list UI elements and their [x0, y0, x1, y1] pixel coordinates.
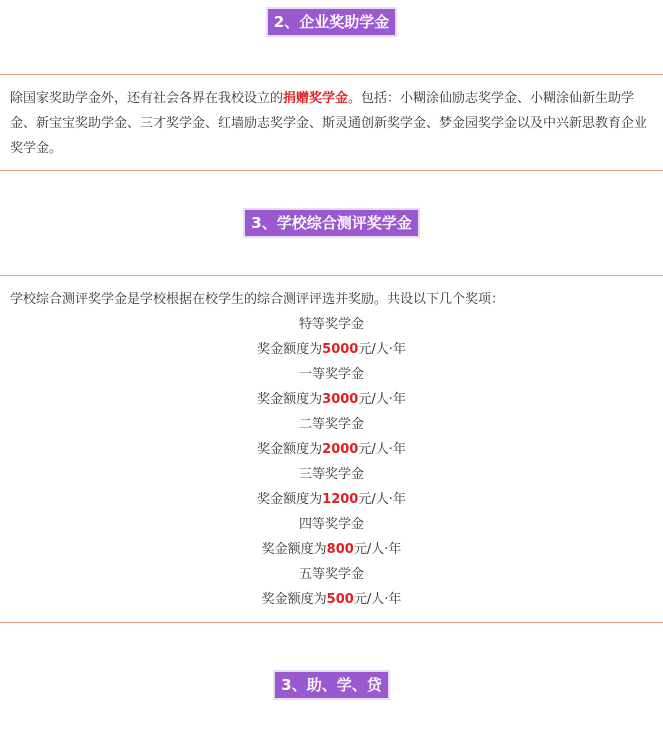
award-amount: 800	[326, 542, 354, 557]
section-heading-wrap	[0, 210, 663, 236]
award-name: 一等奖学金	[298, 367, 364, 382]
award-amount-line	[0, 537, 663, 562]
intro-text: 学校综合测评奖学金是学校根据在校学生的综合测评评选并奖励。共设以下几个奖项：	[10, 292, 505, 307]
award-amount-line	[0, 337, 663, 362]
amount-prefix: 奖金额度为	[257, 442, 323, 457]
amount-suffix: 元/人·年	[358, 392, 406, 407]
section-heading: 3、学校综合测评奖学金	[245, 210, 417, 236]
award-name: 三等奖学金	[298, 467, 364, 482]
amount-prefix: 奖金额度为	[257, 392, 323, 407]
section-heading-wrap	[0, 672, 663, 698]
enterprise-scholarship-paragraph	[10, 86, 658, 161]
award-amount: 1200	[322, 492, 359, 507]
donation-scholarship-highlight: 捐赠奖学金	[283, 91, 349, 106]
award-name: 五等奖学金	[298, 567, 364, 582]
paragraph-text: 。包括：小糊涂仙励志奖学金、小糊涂仙新生助学金、新宝宝奖助学金、三才奖学金、红墙励志奖学金、斯灵通创新奖学金、梦金园奖学金以及中兴新思教育企业奖学金。	[10, 91, 648, 156]
award-name: 二等奖学金	[298, 417, 364, 432]
section-heading: 2、企业奖助学金	[268, 9, 395, 35]
award-amount-line	[0, 487, 663, 512]
section-heading-wrap	[0, 9, 663, 35]
amount-prefix: 奖金额度为	[257, 492, 323, 507]
award-amount: 5000	[322, 342, 359, 357]
paragraph-text: 除国家奖助学金外，还有社会各界在我校设立的	[10, 91, 284, 106]
evaluation-scholarship-intro	[10, 287, 658, 312]
award-name: 四等奖学金	[298, 517, 364, 532]
section-heading: 3、助、学、贷	[275, 672, 387, 698]
divider	[0, 74, 663, 75]
amount-prefix: 奖金额度为	[261, 592, 327, 607]
award-amount: 2000	[322, 442, 359, 457]
amount-prefix: 奖金额度为	[261, 542, 327, 557]
amount-suffix: 元/人·年	[353, 592, 402, 607]
award-amount-line	[0, 387, 663, 412]
award-amount: 500	[326, 592, 354, 607]
divider	[0, 170, 663, 171]
award-name: 特等奖学金	[298, 317, 364, 332]
amount-suffix: 元/人·年	[353, 542, 402, 557]
amount-prefix: 奖金额度为	[257, 342, 323, 357]
divider	[0, 275, 663, 276]
awards-list	[0, 312, 663, 612]
award-amount: 3000	[322, 392, 359, 407]
amount-suffix: 元/人·年	[358, 342, 406, 357]
award-amount-line	[0, 587, 663, 612]
divider	[0, 622, 663, 623]
amount-suffix: 元/人·年	[358, 492, 406, 507]
amount-suffix: 元/人·年	[358, 442, 406, 457]
award-amount-line	[0, 437, 663, 462]
